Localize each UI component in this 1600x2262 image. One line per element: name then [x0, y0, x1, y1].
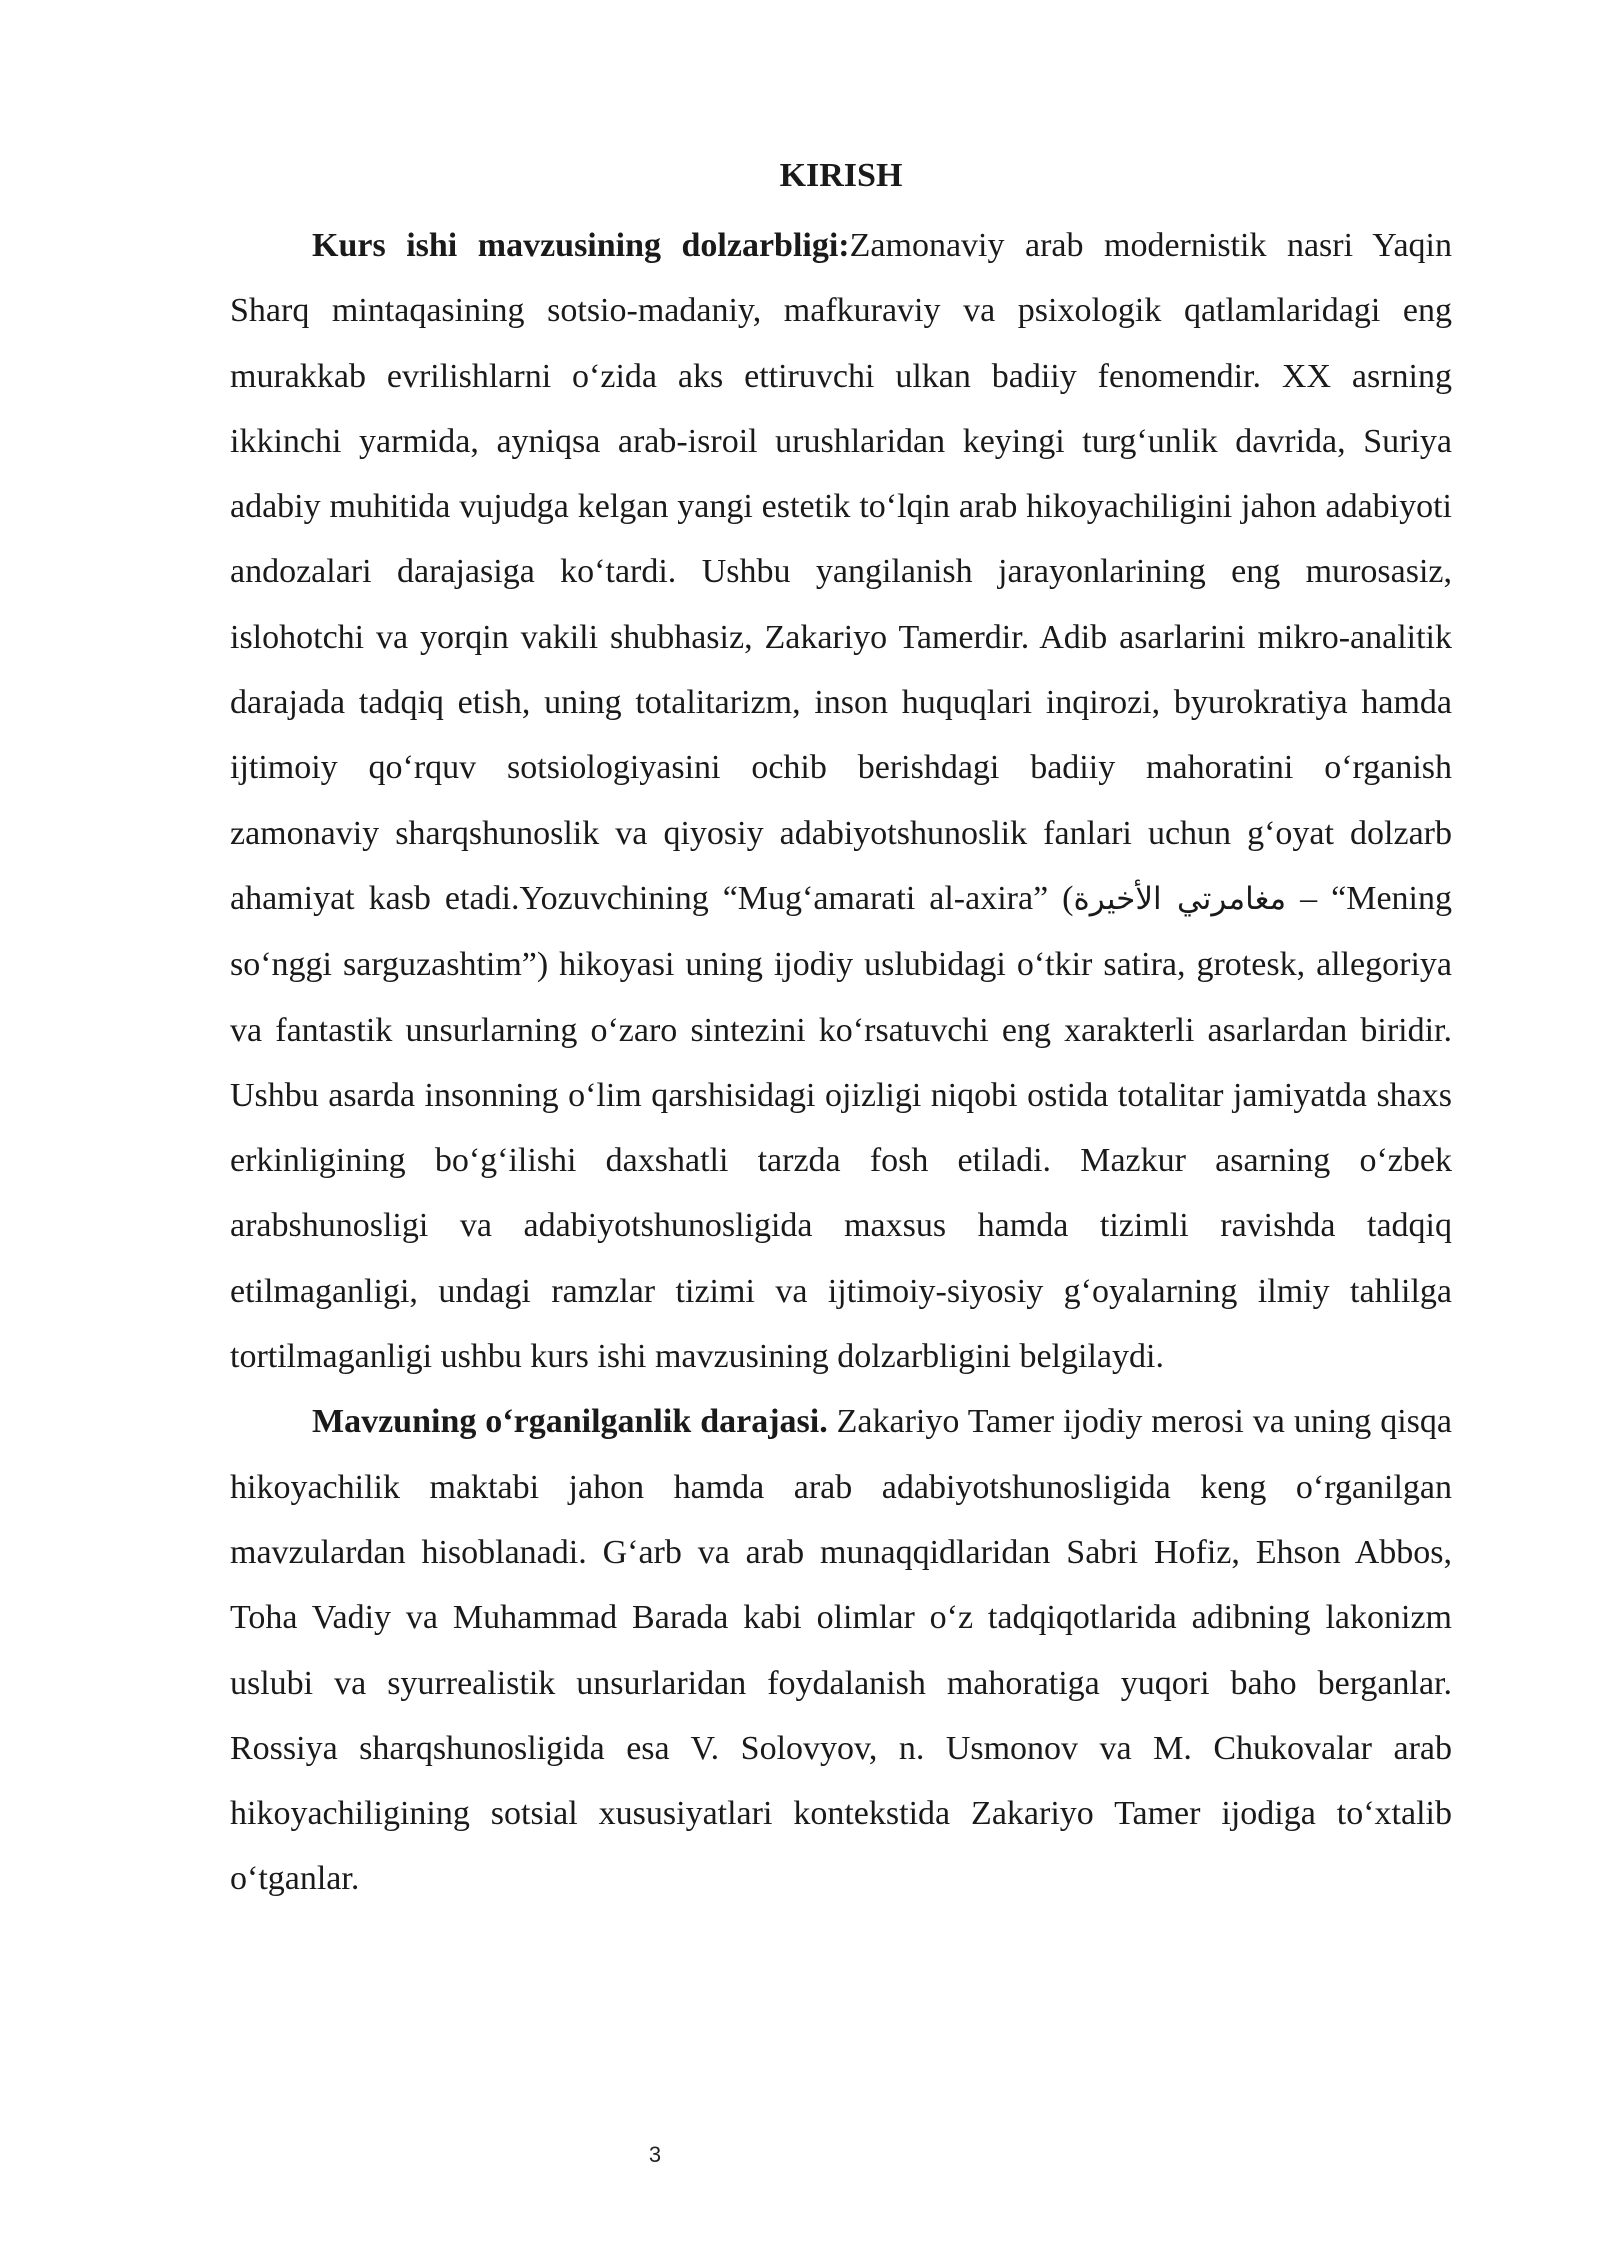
paragraph-study-level-text: Zakariyo Tamer ijodiy merosi va uning qisqa hikoyachilik maktabi jahon hamda arab adabiyotshunosligida keng o‘rganilgan mavzulardan hisoblanadi. G‘arb va arab munaqqidlaridan Sabri Hofiz, Ehson Abbos, Toha Vadiy va Muhammad Barada kabi olimlar o‘z tadqiqotlarida adibning lakonizm uslubi va syurrealistik unsurlaridan foydalanish mahoratiga yuqori baho berganlar. Rossiya sharqshunosligida esa V. Solovyov, n. Usmonov va M. Chukovalar arab hikoyachiligining sotsial xususiyatlari kontekstida Zakariyo Tamer ijodiga to‘xtalib o‘tganlar. [230, 1403, 1452, 1898]
paragraph-relevance [230, 213, 1452, 1389]
paragraph-relevance-text-2: – “Mening so‘nggi sarguzashtim”) hikoyasi uning ijodiy uslubidagi o‘tkir satira, grotesk, allegoriya va fantastik unsurlarning o‘zaro sintezini ko‘rsatuvchi eng xarakterli asarlardan biridir. Ushbu asarda insonning o‘lim qarshisidagi ojizligi niqobi ostida totalitar jamiyatda shaxs erkinligining bo‘g‘ilishi daxshatli tarzda fosh etiladi. Mazkur asarning o‘zbek arabshunosligi va adabiyotshunosligida maxsus hamda tizimli ravishda tadqiq etilmaganligi, undagi ramzlar tizimi va ijtimoiy-siyosiy g‘oyalarning ilmiy tahlilga tortilmaganligi ushbu kurs ishi mavzusining dolzarbligini belgilaydi. [230, 879, 1452, 1376]
paragraph-study-level-lead: Mavzuning o‘rganilganlik darajasi. [312, 1403, 828, 1441]
page-number: 3 [648, 2142, 662, 2167]
paragraph-relevance-text-1: Zamonaviy arab modernistik nasri Yaqin Sharq mintaqasining sotsio-madaniy, mafkuraviy va psixologik qatlamlaridagi eng murakkab evrilishlarni o‘zida aks ettiruvchi ulkan badiiy fenomendir. XX asrning ikkinchi yarmida, ayniqsa arab-isroil urushlaridan keyingi turg‘unlik davrida, Suriya adabiy muhitida vujudga kelgan yangi estetik to‘lqin arab hikoyachiligini jahon adabiyoti andozalari darajasiga ko‘tardi. Ushbu yangilanish jarayonlarining eng murosasiz, islohotchi va yorqin vakili shubhasiz, Zakariyo Tamerdir. Adib asarlarini mikro-analitik darajada tadqiq etish, uning totalitarizm, inson huquqlari inqirozi, byurokratiya hamda ijtimoiy qo‘rquv sotsiologiyasini ochib berishdagi badiiy mahoratini o‘rganish zamonaviy sharqshunoslik va qiyosiy adabiyotshunoslik fanlari uchun g‘oyat dolzarb ahamiyat kasb etadi.Yozuvchining “Mug‘amarati al-axira” ( [230, 227, 1452, 917]
section-heading: KIRISH [779, 157, 903, 194]
paragraph-study-level [230, 1389, 1452, 1911]
paragraph-relevance-lead: Kurs ishi mavzusining dolzarbligi: [312, 227, 850, 264]
arabic-story-title: مغامرتي الأخيرة [1073, 880, 1287, 917]
page-content [230, 148, 1452, 1912]
